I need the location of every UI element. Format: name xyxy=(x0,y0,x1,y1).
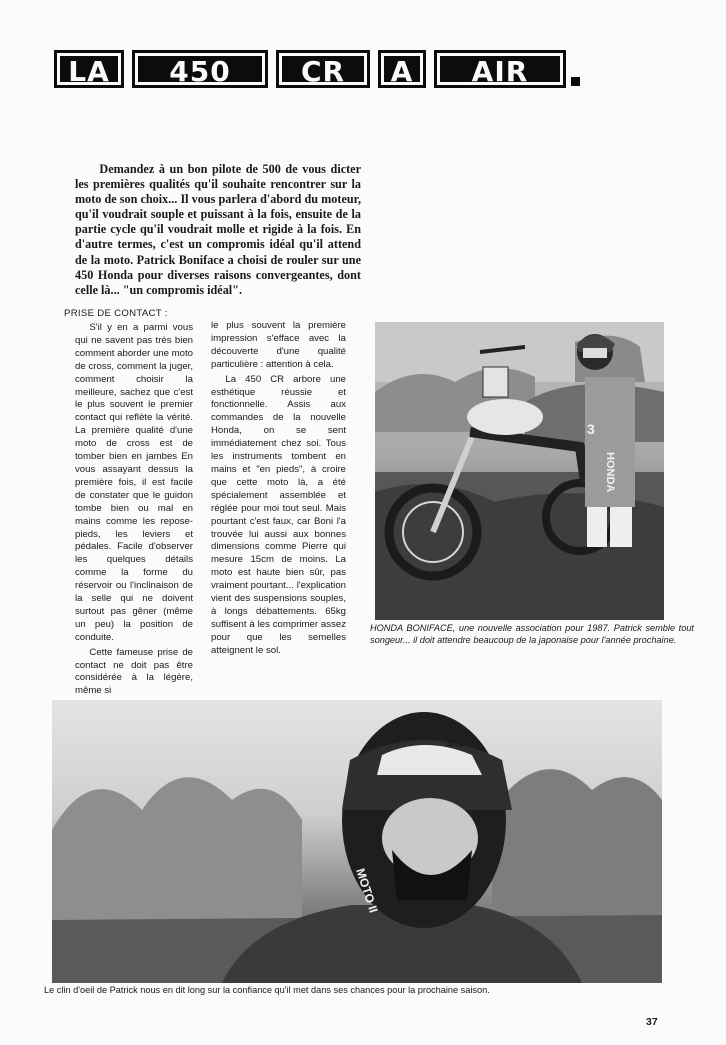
photo2-caption: Le clin d'oeil de Patrick nous en dit long sur la confiance qu'il met dans ses chances pour la prochaine saison. xyxy=(44,985,490,995)
title-period xyxy=(571,77,580,86)
title-word-la: LA xyxy=(54,50,124,88)
jersey-number: 3 xyxy=(587,421,595,437)
column1-paragraph-1: S'il y en a parmi vous qui ne savent pas très bien comment aborder une moto de cross, comment la juger, comment choisir la meilleure, sachez que c'est le plus souvent le premier contact qui reflète la vérité. La première qualité d'une moto de cross est de tomber bien en jambes En vous assayant dessus la première fois, il est facile de constater que le guidon tombe bien ou mal en mains comme les repose-pieds, les leviers et pédales. Facile d'observer les quelques détails comme la forme du réservoir ou l'inclinaison de la selle qui ne doivent surtout pas gêner (même un peu) la position de conduite. xyxy=(75,322,193,643)
column2-paragraph-2: La 450 CR arbore une esthétique réussie et fonctionnelle. Assis aux commandes de la nouvelle Honda, on se sent immédiatement chez soi. Tous les instruments tombent en mains et "en pieds", à croire que cette moto là, a été spécialement assemblée et réglée pour moi tout seul. Mais pourtant c'est faux, car Boni l'a trouvée lui aussi aux bonnes dimensions comme Pierre qui mesure 15cm de moins. La moto est haute bien sûr, pas vraiment pourtant... l'explication vient des suspensions souples, à longs débattements. 65kg suffisent à les comprimer assez pour que les semelles atteignent le sol. xyxy=(211,373,346,656)
photo1-caption: HONDA BONIFACE, une nouvelle association pour 1987. Patrick semble tout songeur... il doit attendre beaucoup de la japonaise pour l'année prochaine. xyxy=(370,623,694,645)
text-column-2 xyxy=(211,320,346,660)
page-title xyxy=(54,44,580,88)
title-word-450: 450 xyxy=(132,50,268,88)
helmet-model-text: MOTO II xyxy=(353,866,381,915)
intro-paragraph: Demandez à un bon pilote de 500 de vous dicter les premières qualités qu'il souhaite rencontrer sur la moto de son choix... Il vous parlera d'abord du moteur, qu'il voudrait souple et puissant à la fois, ensuite de la partie cycle qu'il voudrait molle et rigide à la fois. En d'autre termes, c'est un compromis idéal qu'il attend de la moto. Patrick Boniface a choisi de rouler sur une 450 Honda pour diverses raisons convergeantes, dont celle là... "un compromis idéal". xyxy=(75,162,361,297)
title-word-a: A xyxy=(378,50,426,88)
rider-portrait-photo xyxy=(52,700,662,983)
text-column-1 xyxy=(75,322,193,700)
section-heading: PRISE DE CONTACT : xyxy=(64,308,168,319)
page-number: 37 xyxy=(646,1016,658,1028)
rider-with-motorcycle-photo xyxy=(375,322,664,620)
jersey-honda-label: HONDA xyxy=(604,452,616,493)
title-word-air: AIR xyxy=(434,50,566,88)
rider-portrait-illustration xyxy=(52,700,662,983)
column2-paragraph-1: le plus souvent la première impression s'efface avec la découverte d'une qualité particulière : attention à cela. xyxy=(211,320,346,370)
column1-paragraph-2: Cette fameuse prise de contact ne doit pas être considérée à la légère, même si xyxy=(75,646,193,697)
helmet-brand-text: BELL xyxy=(447,738,471,748)
title-word-cr: CR xyxy=(276,50,370,88)
rider-with-motorcycle-illustration xyxy=(375,322,664,620)
